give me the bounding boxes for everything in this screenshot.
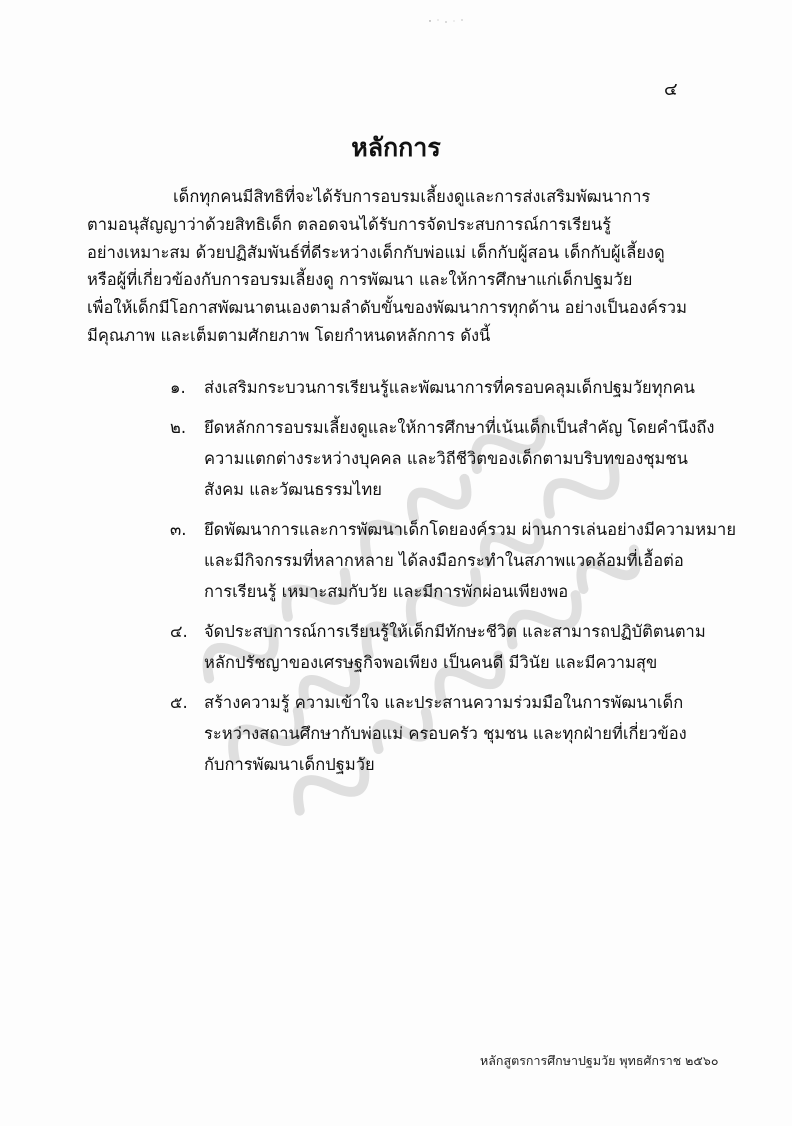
intro-line: เด็กทุกคนมีสิทธิที่จะได้รับการอบรมเลี้ยงดูและการส่งเสริมพัฒนาการ [173,187,651,206]
principle-number: ๓. [170,520,187,539]
principle-line: กับการพัฒนาเด็กปฐมวัย [204,755,375,774]
principle-line: ความแตกต่างระหว่างบุคคล และวิถีชีวิตของเด็กตามบริบทของชุมชน [204,449,688,468]
principle-text [204,412,714,505]
principle-line: ยึดพัฒนาการและการพัฒนาเด็กโดยองค์รวม ผ่านการเล่นอย่างมีความหมาย [204,520,736,539]
principle-number: ๑. [170,378,186,397]
principle-text [204,687,687,780]
principle-text [204,514,736,607]
principle-item [170,412,730,505]
page-title: หลักการ [351,133,441,162]
principle-item [170,687,730,780]
principle-number: ๒. [170,418,187,437]
intro-line: หรือผู้ที่เกี่ยวข้องกับการอบรมเลี้ยงดู การพัฒนา และให้การศึกษาแก่เด็กปฐมวัย [87,270,633,290]
principle-text [204,616,706,678]
principle-number: ๔. [170,622,188,641]
principle-text [204,372,695,403]
principles-list [170,372,736,789]
intro-line: อย่างเหมาะสม ด้วยปฏิสัมพันธ์ที่ดีระหว่างเด็กกับพ่อแม่ เด็กกับผู้สอน เด็กกับผู้เลี้ยงดู [87,242,665,262]
principle-line: จัดประสบการณ์การเรียนรู้ให้เด็กมีทักษะชีวิต และสามารถปฏิบัติตนตาม [204,622,706,641]
principle-item [170,616,730,678]
principle-line: สร้างความรู้ ความเข้าใจ และประสานความร่วมมือในการพัฒนาเด็ก [204,693,684,712]
intro-paragraph [87,183,727,350]
principle-line: ยึดหลักการอบรมเลี้ยงดูและให้การศึกษาที่เน้นเด็กเป็นสำคัญ โดยคำนึงถึง [204,418,715,437]
principle-item [170,372,730,403]
principle-item [170,514,736,607]
intro-line: เพื่อให้เด็กมีโอกาสพัฒนาตนเองตามลำดับขั้นของพัฒนาการทุกด้าน อย่างเป็นองค์รวม [87,298,687,318]
principle-number: ๕. [170,693,188,712]
intro-line: มีคุณภาพ และเต็มตามศักยภาพ โดยกำหนดหลักการ ดังนี้ [87,325,491,345]
principle-line: หลักปรัชญาของเศรษฐกิจพอเพียง เป็นคนดี มีวินัย และมีความสุข [204,653,658,672]
principle-line: ระหว่างสถานศึกษากับพ่อแม่ ครอบครัว ชุมชน และทุกฝ่ายที่เกี่ยวข้อง [204,724,687,743]
principle-line: สังคม และวัฒนธรรมไทย [204,480,382,499]
principle-line: และมีกิจกรรมที่หลากหลาย ได้ลงมือกระทำในสภาพแวดล้อมที่เอื้อต่อ [204,551,684,570]
principle-line: ส่งเสริมกระบวนการเรียนรู้และพัฒนาการที่ครอบคลุมเด็กปฐมวัยทุกคน [204,378,695,397]
principle-line: การเรียนรู้ เหมาะสมกับวัย และมีการพักผ่อนเพียงพอ [204,582,569,601]
intro-line: ตามอนุสัญญาว่าด้วยสิทธิเด็ก ตลอดจนได้รับการจัดประสบการณ์การเรียนรู้ [87,214,612,234]
page-number: ๔ [664,79,679,100]
footer-caption: หลักสูตรการศึกษาปฐมวัย พุทธศักราช ๒๕๖๐ [480,1053,719,1068]
scan-speck-marks [428,18,468,24]
